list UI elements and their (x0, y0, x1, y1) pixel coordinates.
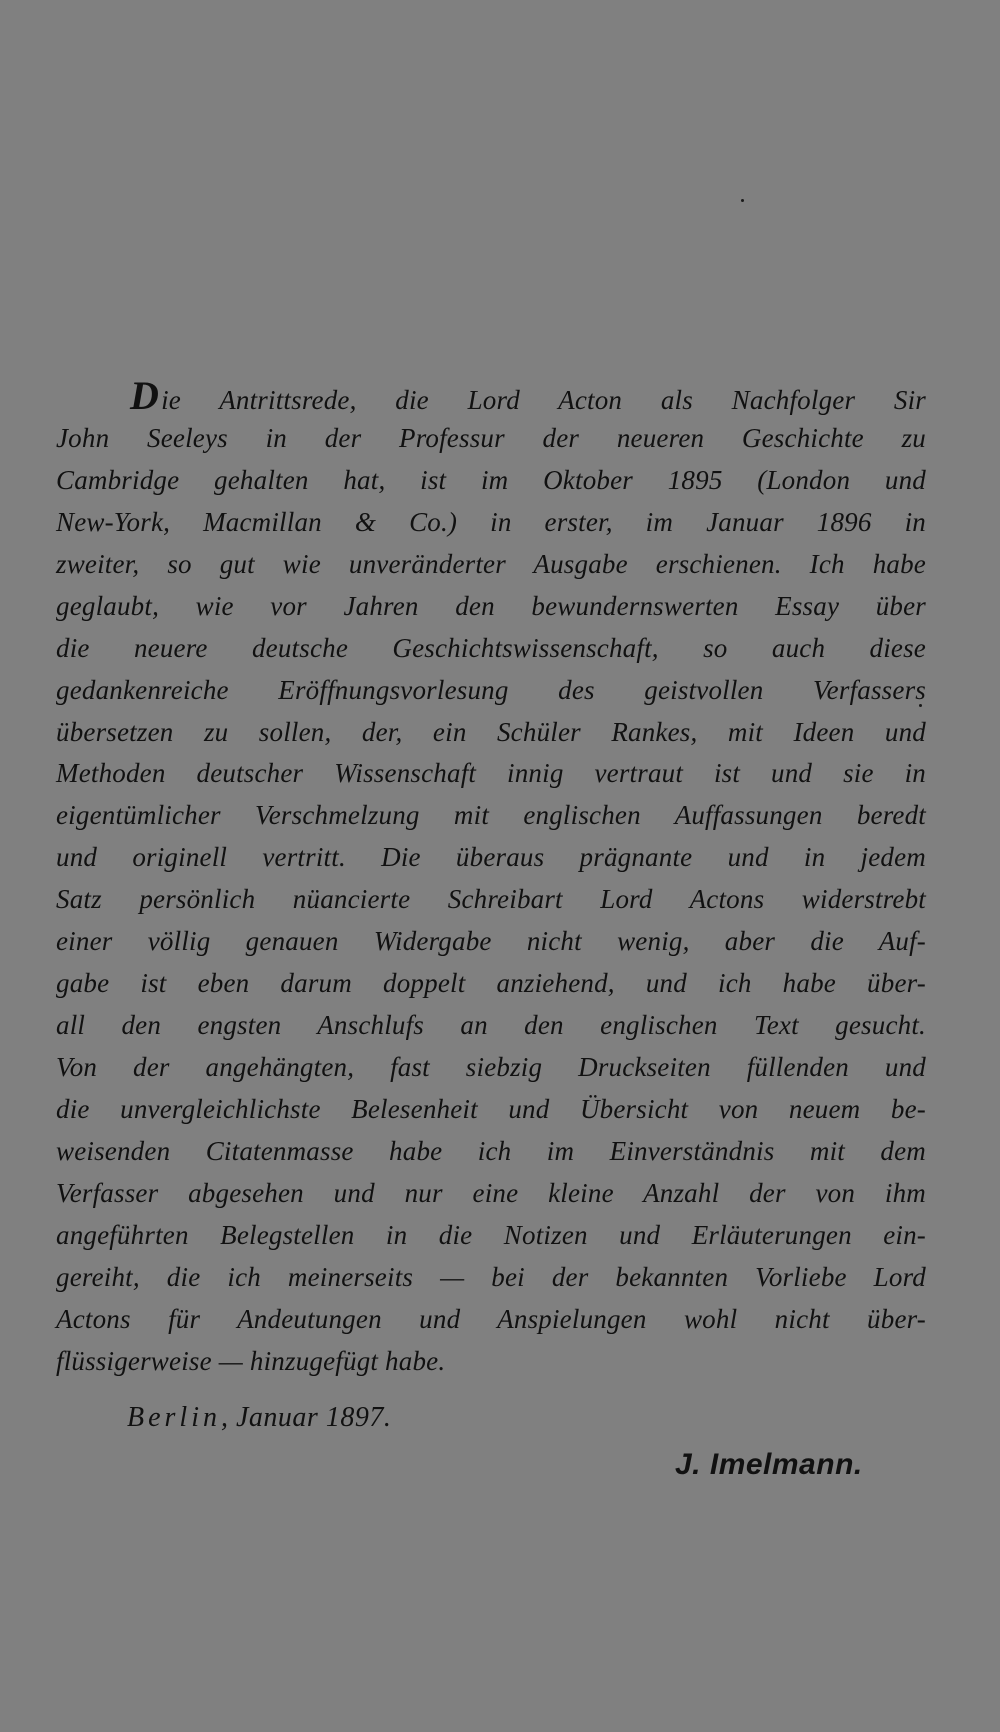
preface-line: eigentümlicher Verschmelzung mit englischen Auffassungen beredt (56, 800, 926, 831)
preface-line: einer völlig genauen Widergabe nicht wenig, aber die Auf- (56, 926, 926, 957)
print-speck (741, 199, 744, 202)
preface-line-1-text: ie Antrittsrede, die Lord Acton als Nachfolger Sir (161, 385, 926, 415)
preface-line: Actons für Andeutungen und Anspielungen wohl nicht über- (56, 1303, 926, 1334)
preface-line: all den engsten Anschlufs an den englischen Text gesucht. (56, 1010, 926, 1041)
preface-text (56, 373, 926, 1383)
date: , Januar 1897. (221, 1402, 392, 1433)
preface-line: weisenden Citatenmasse habe ich im Einverständnis mit dem (56, 1135, 926, 1166)
preface-line: und originell vertritt. Die überaus prägnante und in jedem (56, 842, 926, 873)
preface-line: die unvergleichlichste Belesenheit und Übersicht von neuem be- (56, 1093, 926, 1124)
preface-line: gedankenreiche Eröffnungsvorlesung des geistvollen Verfassers (56, 674, 926, 705)
preface-line: die neuere deutsche Geschichtswissenschaft, so auch diese (56, 632, 926, 663)
preface-line: Von der angehängten, fast siebzig Druckseiten füllenden und (56, 1052, 926, 1082)
preface-line: John Seeleys in der Professur der neueren Geschichte zu (56, 422, 926, 453)
preface-line: gabe ist eben darum doppelt anziehend, und ich habe über- (56, 968, 926, 999)
preface-line: Satz persönlich nüancierte Schreibart Lord Actons widerstrebt (56, 884, 926, 915)
preface-line: zweiter, so gut wie unveränderter Ausgabe erschienen. Ich habe (56, 548, 926, 579)
preface-line-1 (56, 373, 926, 418)
preface-line: Cambridge gehalten hat, ist im Oktober 1895 (London und (56, 464, 926, 495)
preface-line: geglaubt, wie vor Jahren den bewundernswerten Essay über (56, 590, 926, 621)
drop-cap: D (130, 373, 160, 418)
place-and-date (127, 1402, 391, 1434)
preface-line: übersetzen zu sollen, der, ein Schüler Rankes, mit Ideen und (56, 716, 926, 747)
preface-line: New-York, Macmillan & Co.) in erster, im Januar 1896 in (56, 506, 926, 537)
preface-line: gereiht, die ich meinerseits — bei der bekannten Vorliebe Lord (56, 1261, 926, 1292)
place-name: Berlin (127, 1402, 221, 1433)
preface-line: Verfasser abgesehen und nur eine kleine Anzahl der von ihm (56, 1177, 926, 1208)
author-signature: J. Imelmann. (675, 1448, 863, 1481)
preface-line: angeführten Belegstellen in die Notizen und Erläuterungen ein- (56, 1219, 926, 1250)
preface-line-last: flüssigerweise — hinzugefügt habe. (56, 1345, 446, 1376)
preface-line: Methoden deutscher Wissenschaft innig vertraut ist und sie in (56, 758, 926, 789)
